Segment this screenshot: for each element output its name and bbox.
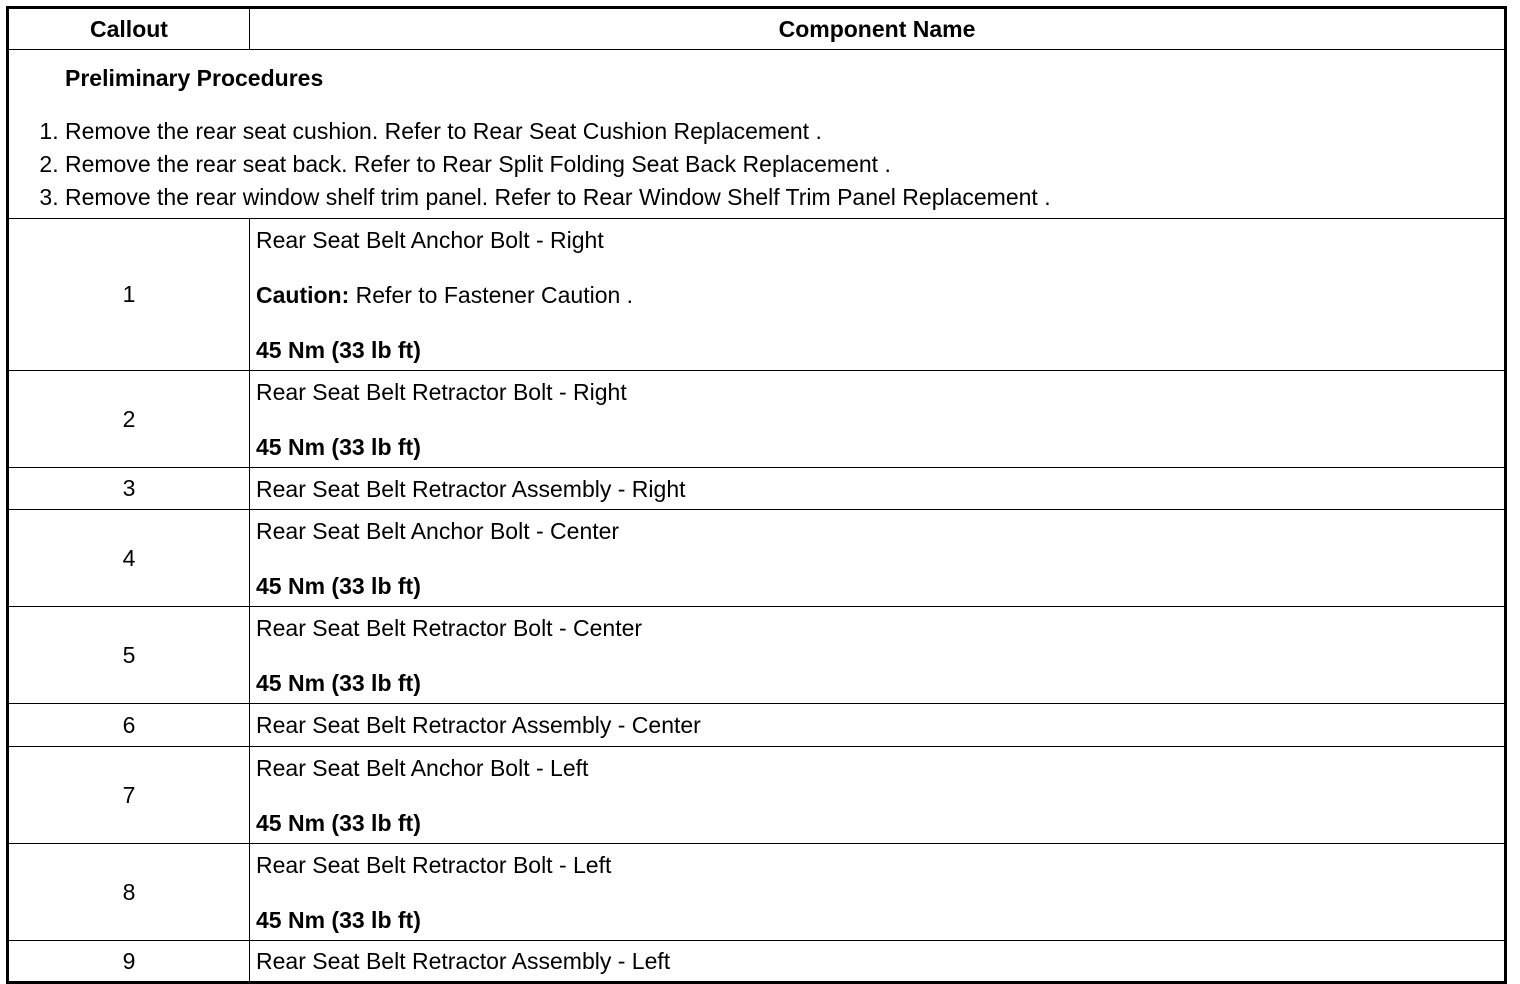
component-cell — [250, 468, 1506, 510]
callout-number: 6 — [8, 704, 250, 747]
component-name: Rear Seat Belt Retractor Assembly - Left — [256, 948, 671, 974]
table-row — [8, 510, 1506, 607]
component-cell — [250, 371, 1506, 468]
component-name: Rear Seat Belt Anchor Bolt - Right — [256, 226, 604, 253]
header-row — [8, 8, 1506, 50]
component-table — [6, 6, 1507, 984]
preliminary-step: 3. Remove the rear window shelf trim panel. Refer to Rear Window Shelf Trim Panel Replacement . — [65, 181, 1504, 214]
preliminary-steps — [9, 115, 1504, 214]
component-name: Rear Seat Belt Retractor Bolt - Left — [256, 851, 612, 878]
component-cell — [250, 510, 1506, 607]
component-cell — [250, 607, 1506, 704]
callout-header: Callout — [8, 8, 250, 50]
preliminary-step: 1. Remove the rear seat cushion. Refer to Rear Seat Cushion Replacement . — [65, 115, 1504, 148]
preliminary-step: 2. Remove the rear seat back. Refer to Rear Split Folding Seat Back Replacement . — [65, 148, 1504, 181]
caution-text: Refer to Fastener Caution . — [349, 281, 634, 308]
preliminary-cell — [8, 50, 1506, 219]
torque-spec: 45 Nm (33 lb ft) — [256, 336, 421, 363]
preliminary-row — [8, 50, 1506, 219]
callout-number: 7 — [8, 747, 250, 844]
component-cell — [250, 219, 1506, 371]
callout-number: 8 — [8, 844, 250, 941]
table-row — [8, 607, 1506, 704]
caution-note — [256, 279, 1504, 311]
component-name: Rear Seat Belt Anchor Bolt - Center — [256, 517, 620, 544]
component-cell — [250, 704, 1506, 747]
table-row — [8, 468, 1506, 510]
component-name: Rear Seat Belt Retractor Assembly - Center — [256, 712, 701, 738]
table-row — [8, 219, 1506, 371]
callout-number: 2 — [8, 371, 250, 468]
component-name-header: Component Name — [250, 8, 1506, 50]
component-name: Rear Seat Belt Retractor Bolt - Center — [256, 614, 643, 641]
component-cell — [250, 844, 1506, 941]
callout-number: 5 — [8, 607, 250, 704]
torque-spec: 45 Nm (33 lb ft) — [256, 809, 421, 836]
table-row — [8, 844, 1506, 941]
torque-spec: 45 Nm (33 lb ft) — [256, 433, 421, 460]
callout-number: 1 — [8, 219, 250, 371]
table-row — [8, 704, 1506, 747]
component-name: Rear Seat Belt Anchor Bolt - Left — [256, 754, 589, 781]
table-row — [8, 371, 1506, 468]
preliminary-title: Preliminary Procedures — [65, 65, 324, 91]
callout-number: 4 — [8, 510, 250, 607]
table-row — [8, 941, 1506, 983]
callout-number: 9 — [8, 941, 250, 983]
torque-spec: 45 Nm (33 lb ft) — [256, 906, 421, 933]
component-name: Rear Seat Belt Retractor Assembly - Right — [256, 475, 686, 502]
component-cell — [250, 747, 1506, 844]
component-cell — [250, 941, 1506, 983]
table-row — [8, 747, 1506, 844]
torque-spec: 45 Nm (33 lb ft) — [256, 572, 421, 599]
caution-label: Caution: — [256, 281, 350, 308]
component-name: Rear Seat Belt Retractor Bolt - Right — [256, 378, 627, 405]
callout-number: 3 — [8, 468, 250, 510]
torque-spec: 45 Nm (33 lb ft) — [256, 669, 421, 696]
